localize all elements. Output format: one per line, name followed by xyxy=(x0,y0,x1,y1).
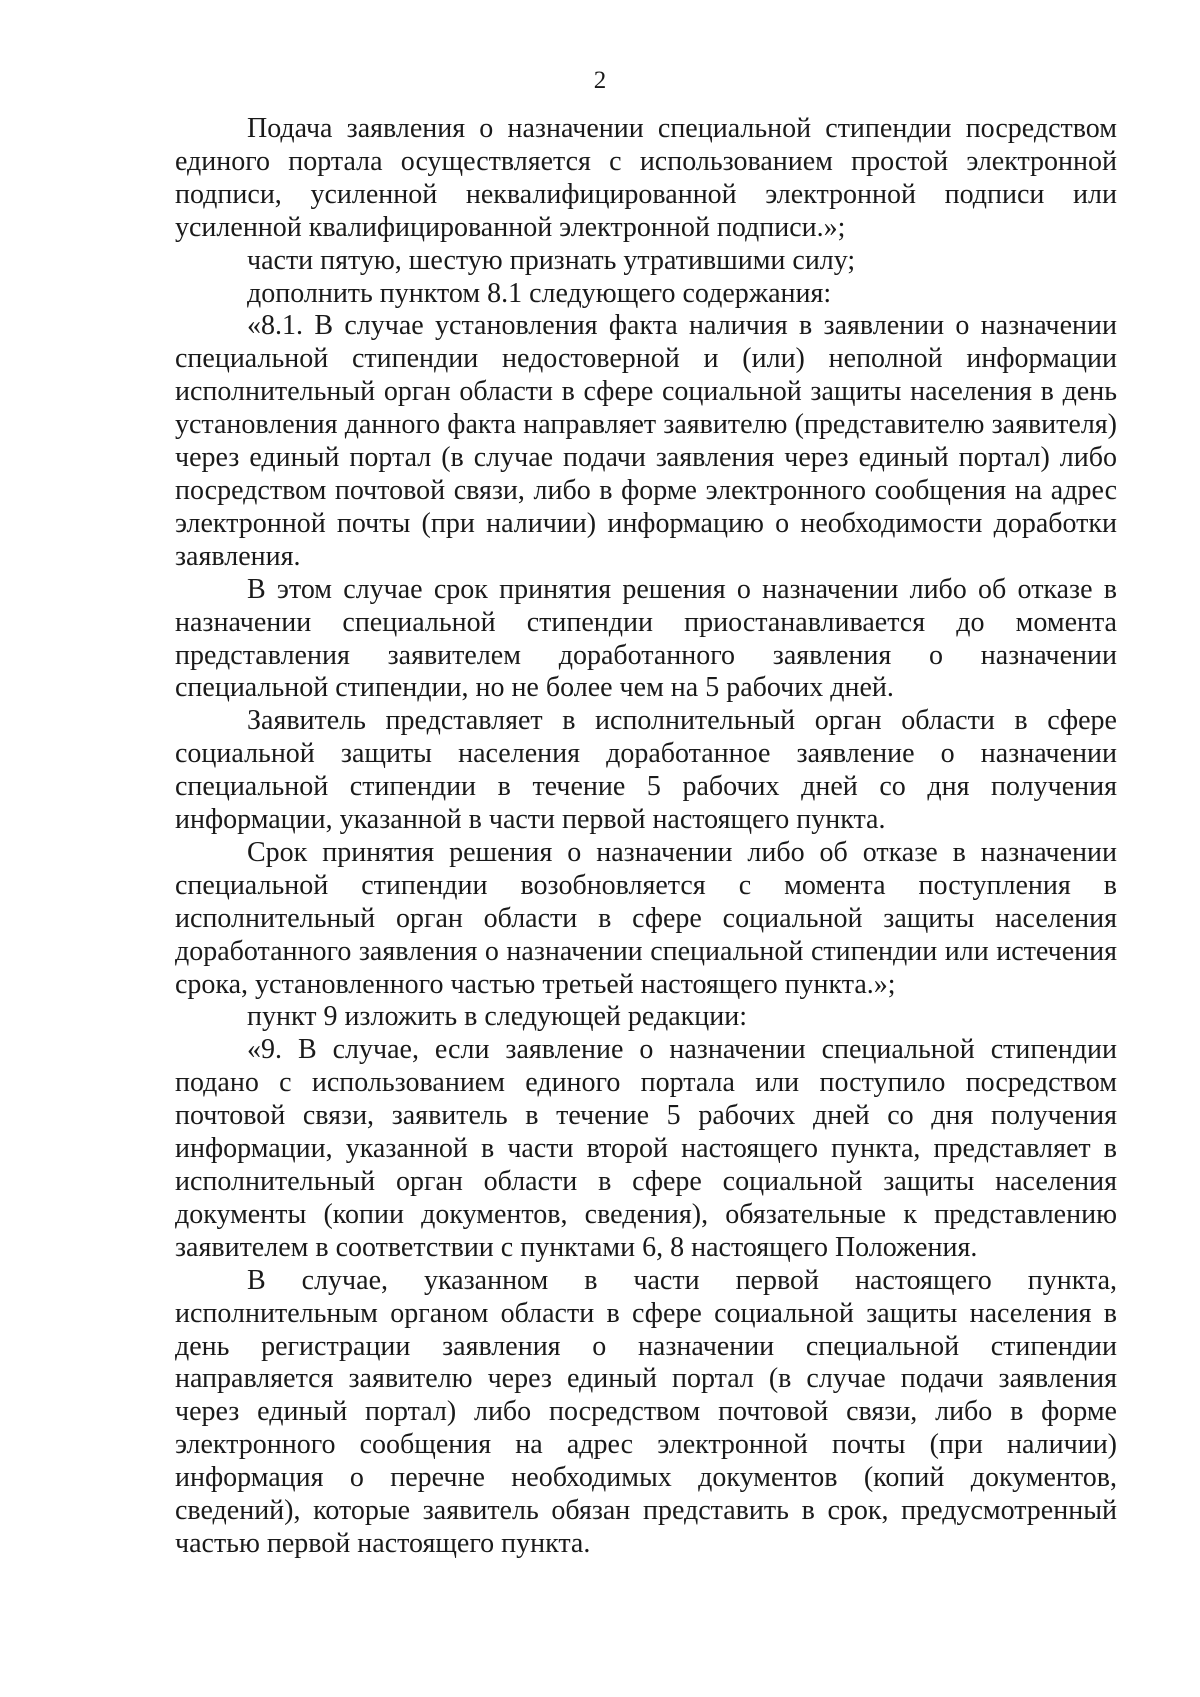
paragraph-esignature: Подача заявления о назначении специальной стипендии посредством единого портала осуществляется с использованием простой электронной подписи, усиленной неквалифицированной электронной подписи или усиленной квалифицированной электронной подписи.»; xyxy=(175,113,1117,243)
paragraph-repeal-parts: части пятую, шестую признать утратившими силу; xyxy=(247,244,856,276)
paragraph-item-9-part-2: В случае, указанном в части первой настоящего пункта, исполнительным органом области в сфере социальной защиты населения в день регистрации заявления о назначении специальной стипендии направляется заявителю через единый портал (в случае подачи заявления через единый портал) либо посредством почтовой связи, либо в форме электронного сообщения на адрес электронной почты (при наличии) информация о перечне необходимых документов (копий документов, сведений), которые заявитель обязан представить в срок, предусмотренный частью первой настоящего пункта. xyxy=(175,1264,1117,1559)
document-body xyxy=(175,113,1117,1561)
paragraph-item-8-1-part-1: «8.1. В случае установления факта наличия в заявлении о назначении специальной стипендии недостоверной и (или) неполной информации исполнительный орган области в сфере социальной защиты населения в день установления данного факта направляет заявителю (представителю заявителя) через единый портал (в случае подачи заявления через единый портал) либо посредством почтовой связи, либо в форме электронного сообщения на адрес электронной почты (при наличии) информацию о необходимости доработки заявления. xyxy=(175,310,1117,572)
page-number: 2 xyxy=(593,67,607,94)
paragraph-item-9-intro: пункт 9 изложить в следующей редакции: xyxy=(247,1001,747,1033)
paragraph-item-8-1-part-2: В этом случае срок принятия решения о назначении либо об отказе в назначении специальной стипендии приостанавливается до момента представления заявителем доработанного заявления о назначении специальной стипендии, но не более чем на 5 рабочих дней. xyxy=(175,573,1117,704)
paragraph-add-item-8-1: дополнить пунктом 8.1 следующего содержания: xyxy=(247,277,832,309)
paragraph-item-9-part-1: «9. В случае, если заявление о назначении специальной стипендии подано с использованием единого портала или поступило посредством почтовой связи, заявитель в течение 5 рабочих дней со дня получения информации, указанной в части второй настоящего пункта, представляет в исполнительный орган области в сфере социальной защиты населения документы (копии документов, сведения), обязательные к представлению заявителем в соответствии с пунктами 6, 8 настоящего Положения. xyxy=(175,1034,1117,1263)
paragraph-item-8-1-part-3: Заявитель представляет в исполнительный орган области в сфере социальной защиты населения доработанное заявление о назначении специальной стипендии в течение 5 рабочих дней со дня получения информации, указанной в части первой настоящего пункта. xyxy=(175,705,1117,836)
paragraph-item-8-1-part-4: Срок принятия решения о назначении либо об отказе в назначении специальной стипендии возобновляется с момента поступления в исполнительный орган области в сфере социальной защиты населения доработанного заявления о назначении специальной стипендии или истечения срока, установленного частью третьей настоящего пункта.»; xyxy=(175,836,1117,1000)
